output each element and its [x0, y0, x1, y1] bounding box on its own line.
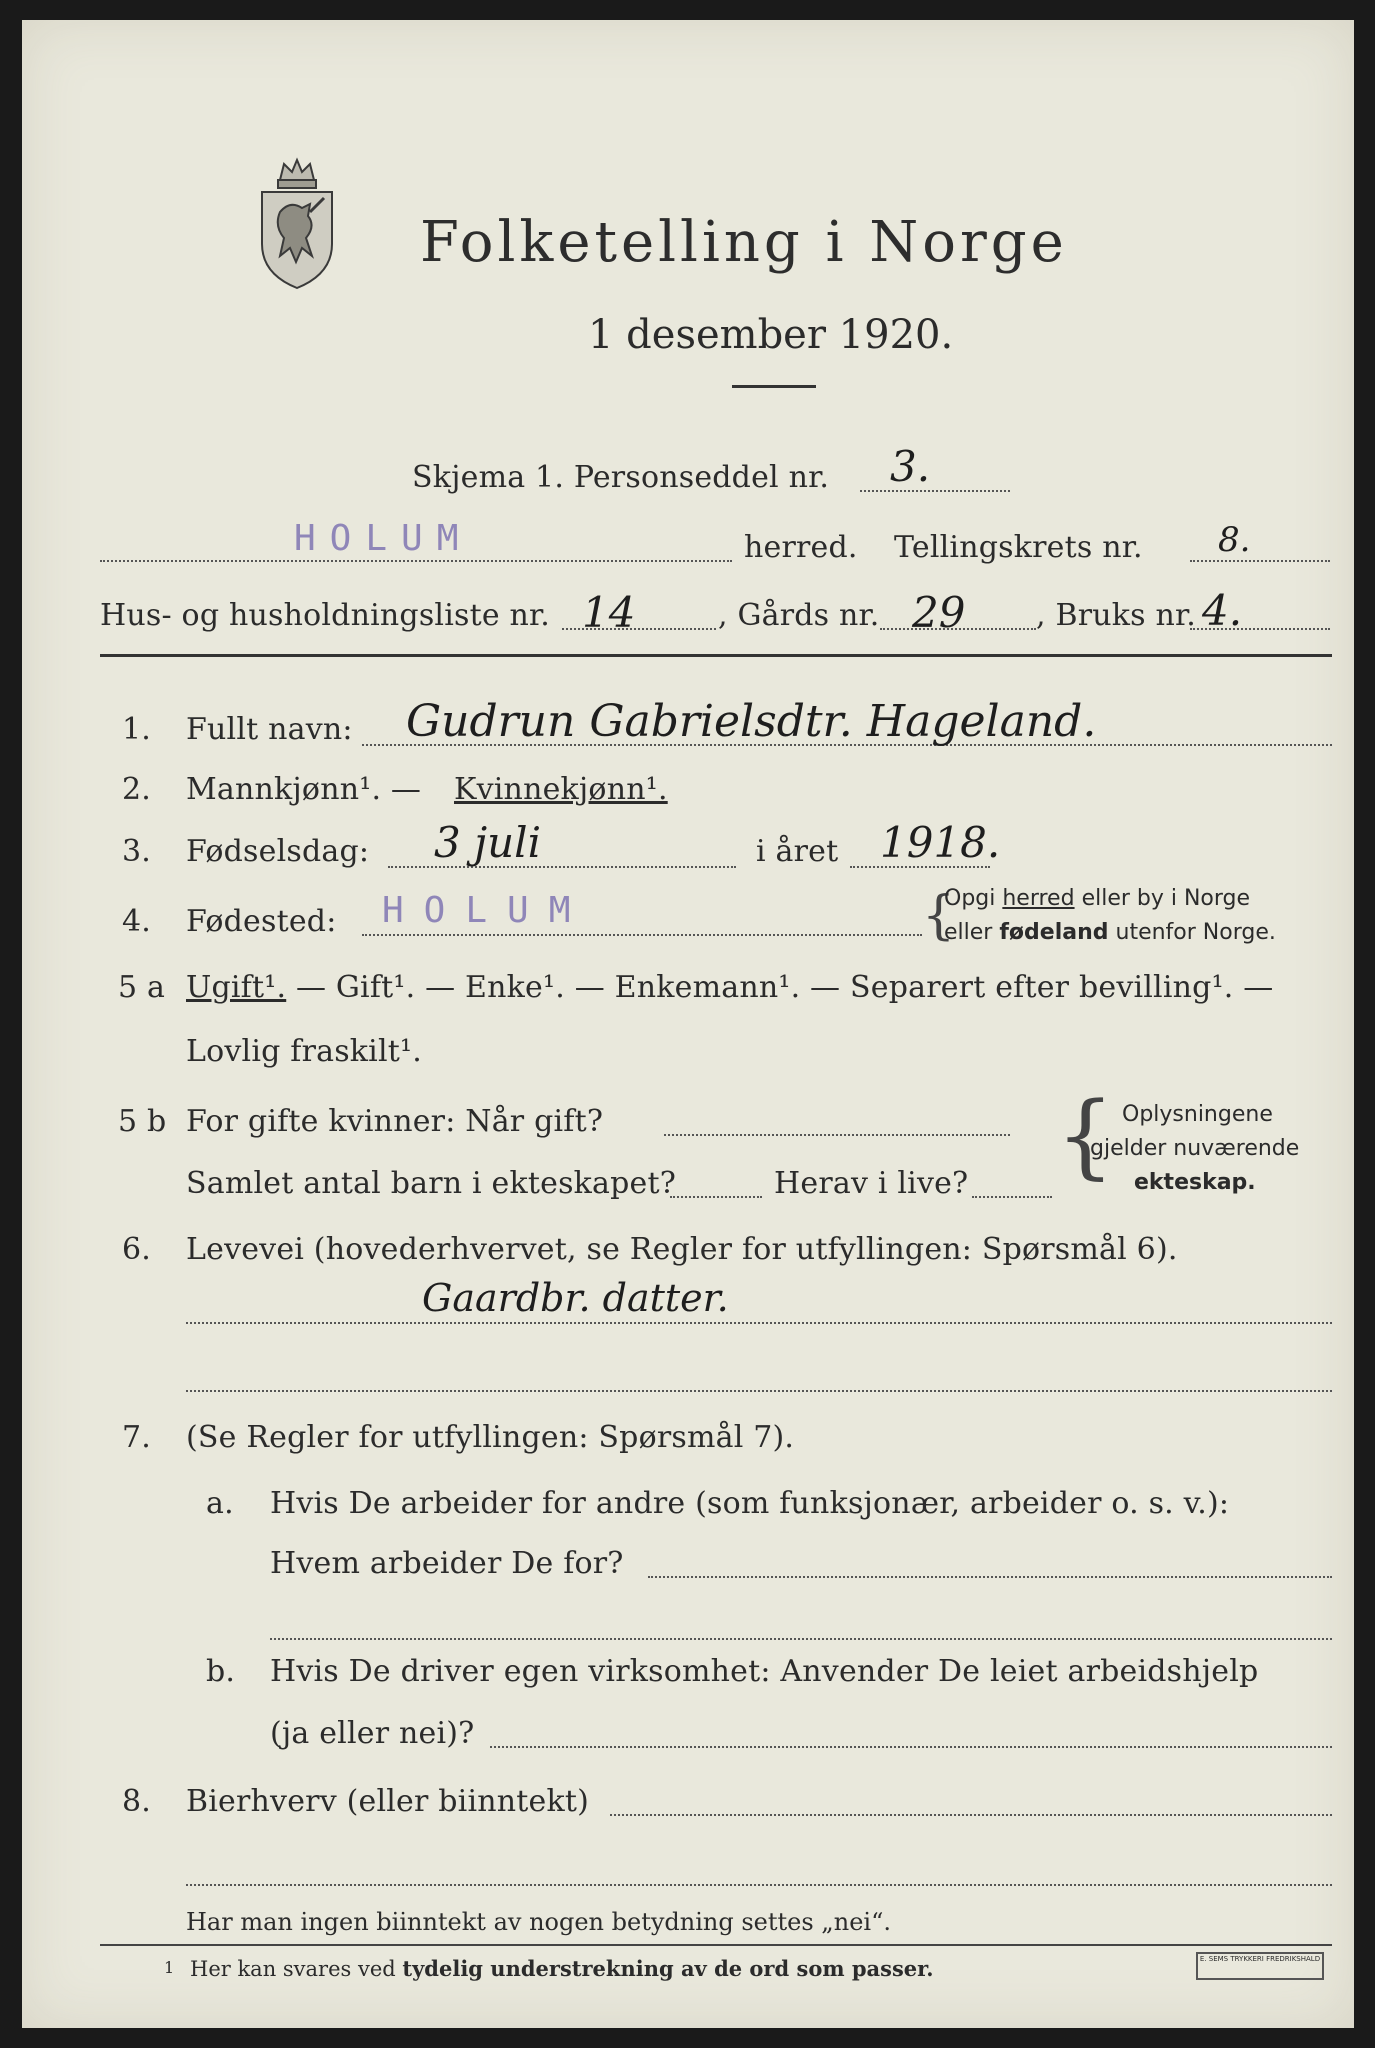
q5a-status-options: Ugift¹. — Gift¹. — Enke¹. — Enkemann¹. — Separert efter bevilling¹. —	[186, 970, 1274, 1005]
q4-brace: {	[922, 886, 956, 946]
q5b-children-line	[670, 1196, 762, 1198]
q6-line2	[186, 1390, 1332, 1392]
q5b-married-line	[664, 1134, 1010, 1136]
q7b-question: Hvis De driver egen virksomhet: Anvender De leiet arbeidshjelp	[270, 1654, 1259, 1689]
q7b-number: b.	[206, 1654, 236, 1689]
q2-male-option[interactable]: Mannkjønn¹. —	[186, 772, 422, 807]
q5b-children-label: Samlet antal barn i ekteskapet?	[186, 1166, 677, 1201]
q3-number: 3.	[122, 834, 152, 869]
q4-note-line1: Opgi herred eller by i Norge	[944, 886, 1251, 911]
form-title: Folketelling i Norge	[420, 210, 1068, 275]
q5b-number: 5 b	[118, 1104, 167, 1139]
q3-year-label: i året	[756, 834, 839, 869]
gards-nr[interactable]: 29	[912, 588, 966, 637]
q8-label: Bierhverv (eller biinntekt)	[186, 1784, 590, 1819]
q7a-employer-line	[648, 1576, 1332, 1578]
schema-label: Skjema 1. Personseddel nr.	[412, 460, 830, 495]
hus-nr[interactable]: 14	[582, 588, 636, 637]
footnote-mark: 1	[164, 1958, 175, 1977]
q5b-married-label: For gifte kvinner: Når gift?	[186, 1104, 604, 1139]
tellingskrets-label: Tellingskrets nr.	[894, 530, 1143, 565]
q6-label: Levevei (hovederhvervet, se Regler for utfyllingen: Spørsmål 6).	[186, 1232, 1178, 1267]
tellingskrets-line	[1190, 560, 1330, 562]
q7-number: 7.	[122, 1420, 152, 1455]
header-rule	[100, 654, 1332, 657]
q4-birthplace-stamp: HOLUM	[382, 890, 591, 931]
tellingskrets-nr[interactable]: 8.	[1218, 520, 1251, 560]
q5a-fraskilt-option[interactable]: Lovlig fraskilt¹.	[186, 1034, 422, 1069]
q6-occupation[interactable]: Gaardbr. datter.	[422, 1276, 729, 1320]
q5a-ugift-option[interactable]: Ugift¹.	[186, 970, 287, 1005]
q6-number: 6.	[122, 1232, 152, 1267]
q3-label: Fødselsdag:	[186, 834, 370, 869]
q5b-note-line2: gjelder nuværende	[1090, 1136, 1300, 1161]
q3-birth-year[interactable]: 1918.	[880, 818, 1001, 867]
title-divider	[732, 385, 816, 388]
norway-coat-of-arms-icon	[250, 152, 344, 292]
gards-label: , Gårds nr.	[718, 598, 880, 633]
q5b-note-line1: Oplysningene	[1122, 1102, 1273, 1127]
q8-line2	[186, 1884, 1332, 1886]
q1-number: 1.	[122, 712, 152, 747]
q4-number: 4.	[122, 904, 152, 939]
q5b-alive-label: Herav i live?	[774, 1166, 969, 1201]
q5a-number: 5 a	[118, 970, 166, 1005]
herred-line	[100, 560, 732, 562]
form-date: 1 desember 1920.	[588, 312, 954, 358]
q8-line1	[610, 1814, 1332, 1816]
bruks-nr[interactable]: 4.	[1202, 586, 1243, 635]
q8-number: 8.	[122, 1784, 152, 1819]
bruks-label: , Bruks nr.	[1036, 598, 1196, 633]
q2-female-option[interactable]: Kvinnekjønn¹.	[454, 772, 668, 807]
hus-label: Hus- og husholdningsliste nr.	[100, 598, 551, 633]
q5b-brace: {	[1056, 1082, 1115, 1189]
q7a-number: a.	[206, 1486, 234, 1521]
q7-label: (Se Regler for utfyllingen: Spørsmål 7).	[186, 1420, 795, 1455]
q8-note: Har man ingen biinntekt av nogen betydning settes „nei“.	[186, 1908, 891, 1936]
q1-full-name[interactable]: Gudrun Gabrielsdtr. Hageland.	[406, 696, 1097, 747]
q4-note-line2: eller fødeland utenfor Norge.	[944, 920, 1276, 945]
q4-line	[362, 934, 922, 936]
footnote-text: Her kan svares ved tydelig understrekning av de ord som passer.	[190, 1956, 934, 1981]
personseddel-line	[860, 490, 1010, 492]
q4-label: Fødested:	[186, 904, 337, 939]
q1-label: Fullt navn:	[186, 712, 353, 747]
q7b-answer-label: (ja eller nei)?	[270, 1716, 475, 1751]
personseddel-nr[interactable]: 3.	[890, 442, 931, 491]
herred-label: herred.	[744, 530, 858, 565]
q5b-alive-line	[972, 1196, 1052, 1198]
q5b-note-line3: ekteskap.	[1134, 1170, 1256, 1195]
q7b-answer-line	[490, 1746, 1332, 1748]
q2-number: 2.	[122, 772, 152, 807]
q3-birth-date[interactable]: 3 juli	[434, 818, 542, 867]
printer-mark: E. SEMS TRYKKERI FREDRIKSHALD	[1196, 1952, 1324, 1980]
herred-stamp: HOLUM	[294, 518, 473, 559]
census-form-sheet	[22, 20, 1354, 2028]
footer-rule	[100, 1944, 1332, 1946]
q6-line1	[186, 1322, 1332, 1324]
q7a-question: Hvis De arbeider for andre (som funksjonær, arbeider o. s. v.):	[270, 1486, 1230, 1521]
q7a-employer-label: Hvem arbeider De for?	[270, 1546, 624, 1581]
q7a-employer-line2	[270, 1638, 1332, 1640]
